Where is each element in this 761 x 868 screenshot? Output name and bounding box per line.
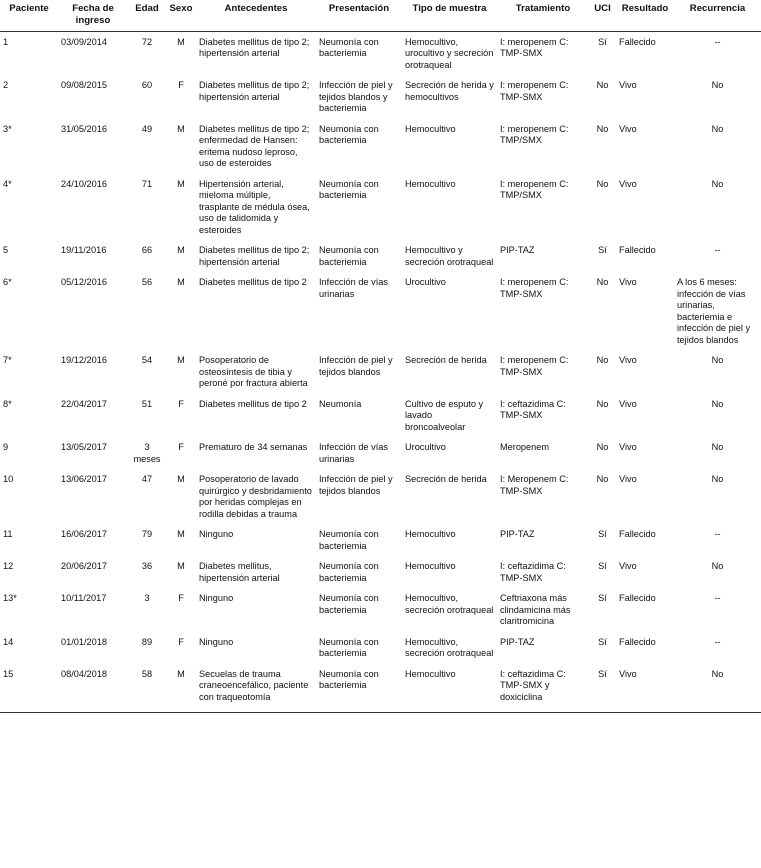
cell-paciente: 1 bbox=[3, 36, 9, 47]
cell-muestra: Hemocultivo, urocultivo y secreción orotraqueal bbox=[405, 36, 494, 70]
cell-antecedentes: Ninguno bbox=[199, 529, 234, 540]
cell-fecha: 24/10/2016 bbox=[61, 178, 107, 189]
table-row bbox=[0, 593, 761, 637]
cell-muestra: Cultivo de esputo y lavado broncoalveolar bbox=[405, 398, 484, 432]
header-edad: Edad bbox=[135, 3, 159, 14]
cell-tratamiento: PIP-TAZ bbox=[500, 245, 535, 256]
cell-fecha: 03/09/2014 bbox=[61, 36, 107, 47]
cell-recurrencia: No bbox=[711, 355, 724, 366]
cell-sexo: M bbox=[177, 178, 185, 189]
cell-uci: No bbox=[596, 442, 609, 453]
cell-recurrencia: -- bbox=[714, 529, 721, 540]
cell-paciente: 10 bbox=[3, 474, 14, 485]
cell-antecedentes: Diabetes mellitus, hipertensión arterial bbox=[199, 561, 280, 583]
table-row bbox=[0, 669, 761, 713]
cell-sexo: M bbox=[177, 123, 185, 134]
cell-presentacion: Neumonía con bacteriemia bbox=[319, 529, 379, 551]
cell-resultado: Vivo bbox=[619, 80, 637, 91]
cell-recurrencia: No bbox=[711, 442, 724, 453]
cell-resultado: Fallecido bbox=[619, 593, 656, 604]
cell-paciente: 12 bbox=[3, 561, 14, 572]
cell-recurrencia: No bbox=[711, 123, 724, 134]
table-row bbox=[0, 637, 761, 669]
header-tratamiento: Tratamiento bbox=[515, 3, 571, 14]
cell-tratamiento: I: meropenem C: TMP-SMX bbox=[500, 277, 569, 299]
header-fecha: Fecha de ingreso bbox=[72, 3, 114, 26]
cell-paciente: 8* bbox=[3, 398, 12, 409]
cell-edad: 56 bbox=[141, 277, 153, 288]
cell-antecedentes: Diabetes mellitus de tipo 2; hipertensión arterial bbox=[199, 245, 310, 267]
cell-tratamiento: PIP-TAZ bbox=[500, 529, 535, 540]
cell-presentacion: Infección de vías urinarias bbox=[319, 442, 388, 464]
cell-uci: No bbox=[596, 80, 609, 91]
cell-resultado: Vivo bbox=[619, 561, 637, 572]
cell-sexo: F bbox=[178, 593, 184, 604]
table-row bbox=[0, 561, 761, 593]
cell-edad: 47 bbox=[141, 474, 153, 485]
cell-tratamiento: I: meropenem C: TMP-SMX bbox=[500, 80, 569, 102]
cell-edad: 49 bbox=[141, 123, 153, 134]
header-sexo: Sexo bbox=[169, 3, 193, 14]
cell-fecha: 16/06/2017 bbox=[61, 529, 107, 540]
cell-paciente: 3* bbox=[3, 123, 12, 134]
cell-resultado: Vivo bbox=[619, 277, 637, 288]
cell-uci: No bbox=[596, 398, 609, 409]
cell-muestra: Secreción de herida bbox=[405, 355, 487, 366]
table-row bbox=[0, 124, 761, 179]
cell-tratamiento: I: ceftazidima C: TMP-SMX bbox=[500, 398, 566, 421]
cell-antecedentes: Hipertensión arterial, mieloma múltiple, trasplante de médula ósea, uso de talidomida y esteroides bbox=[199, 178, 310, 235]
cell-muestra: Secreción de herida bbox=[405, 474, 487, 485]
cell-resultado: Vivo bbox=[619, 123, 637, 134]
cell-edad: 79 bbox=[141, 529, 153, 540]
cell-antecedentes: Prematuro de 34 semanas bbox=[199, 442, 308, 453]
cell-uci: Sí bbox=[598, 636, 607, 647]
cell-edad: 60 bbox=[141, 80, 153, 91]
cell-uci: Sí bbox=[598, 245, 607, 256]
cell-fecha: 20/06/2017 bbox=[61, 561, 107, 572]
cell-presentacion: Neumonía con bacteriemia bbox=[319, 178, 379, 201]
cell-sexo: M bbox=[177, 561, 185, 572]
cell-recurrencia: No bbox=[711, 561, 724, 572]
cell-fecha: 31/05/2016 bbox=[61, 123, 107, 134]
cell-recurrencia: No bbox=[711, 668, 724, 679]
cell-muestra: Secreción de herida y hemocultivos bbox=[405, 80, 494, 102]
cell-antecedentes: Diabetes mellitus de tipo 2; hipertensión arterial bbox=[199, 80, 310, 102]
cell-uci: No bbox=[596, 277, 609, 288]
header-recurrencia: Recurrencia bbox=[689, 3, 746, 14]
cell-paciente: 5 bbox=[3, 245, 9, 256]
cell-tratamiento: I: meropenem C: TMP/SMX bbox=[500, 178, 569, 201]
cell-fecha: 09/08/2015 bbox=[61, 80, 107, 91]
table-row bbox=[0, 179, 761, 246]
cell-paciente: 14 bbox=[3, 636, 14, 647]
cell-tratamiento: I: meropenem C: TMP-SMX bbox=[500, 355, 569, 377]
cell-presentacion: Neumonía con bacteriemia bbox=[319, 561, 379, 583]
cell-fecha: 22/04/2017 bbox=[61, 398, 107, 409]
header-uci: UCI bbox=[594, 3, 611, 14]
cell-resultado: Vivo bbox=[619, 668, 637, 679]
cell-fecha: 19/11/2016 bbox=[61, 245, 107, 256]
cell-presentacion: Neumonía bbox=[319, 398, 362, 409]
cell-fecha: 01/01/2018 bbox=[61, 636, 107, 647]
cell-uci: No bbox=[596, 474, 609, 485]
cell-edad: 51 bbox=[141, 398, 153, 409]
cell-tratamiento: I: Meropenem C: TMP-SMX bbox=[500, 474, 569, 496]
cell-muestra: Hemocultivo, secreción orotraqueal bbox=[405, 636, 494, 659]
cell-fecha: 13/06/2017 bbox=[61, 474, 107, 485]
cell-antecedentes: Posoperatorio de osteosíntesis de tibia y peroné por fractura abierta bbox=[199, 355, 308, 389]
cell-resultado: Fallecido bbox=[619, 529, 656, 540]
cell-edad: 54 bbox=[141, 355, 153, 366]
cell-muestra: Hemocultivo bbox=[405, 668, 456, 679]
header-paciente: Paciente bbox=[9, 3, 49, 14]
table-row bbox=[0, 529, 761, 561]
cell-resultado: Vivo bbox=[619, 474, 637, 485]
cell-tratamiento: PIP-TAZ bbox=[500, 636, 535, 647]
table-row bbox=[0, 355, 761, 399]
cell-recurrencia: No bbox=[711, 474, 724, 485]
cell-fecha: 19/12/2016 bbox=[61, 355, 107, 366]
cell-fecha: 10/11/2017 bbox=[61, 593, 107, 604]
cell-paciente: 15 bbox=[3, 668, 14, 679]
cell-fecha: 08/04/2018 bbox=[61, 668, 107, 679]
cell-presentacion: Infección de piel y tejidos blandos y bacteriemia bbox=[319, 80, 393, 114]
table-row bbox=[0, 80, 761, 124]
cell-sexo: M bbox=[177, 36, 185, 47]
cell-resultado: Vivo bbox=[619, 355, 637, 366]
cell-resultado: Fallecido bbox=[619, 36, 656, 47]
cell-uci: Sí bbox=[598, 561, 607, 572]
cell-uci: No bbox=[596, 355, 609, 366]
cell-sexo: M bbox=[177, 245, 185, 256]
cell-fecha: 13/05/2017 bbox=[61, 442, 107, 453]
cell-paciente: 11 bbox=[3, 529, 13, 540]
cell-edad: 3 bbox=[144, 593, 150, 604]
cell-sexo: F bbox=[178, 398, 184, 409]
cell-antecedentes: Diabetes mellitus de tipo 2 bbox=[199, 398, 307, 409]
table-row bbox=[0, 442, 761, 474]
cell-paciente: 2 bbox=[3, 80, 9, 91]
header-row bbox=[0, 0, 761, 31]
cell-recurrencia: -- bbox=[714, 636, 721, 647]
cell-antecedentes: Diabetes mellitus de tipo 2 bbox=[199, 277, 307, 288]
cell-paciente: 13* bbox=[3, 593, 17, 604]
cell-presentacion: Infección de vías urinarias bbox=[319, 277, 388, 299]
cell-resultado: Vivo bbox=[619, 442, 637, 453]
cell-recurrencia: No bbox=[711, 178, 724, 189]
cell-tratamiento: Meropenem bbox=[500, 442, 550, 453]
cell-tratamiento: I: ceftazidima C: TMP-SMX bbox=[500, 561, 566, 583]
cell-uci: Sí bbox=[598, 529, 607, 540]
cell-tratamiento: I: meropenem C: TMP/SMX bbox=[500, 123, 569, 146]
cell-sexo: M bbox=[177, 277, 185, 288]
cell-resultado: Vivo bbox=[619, 398, 637, 409]
cell-uci: No bbox=[596, 178, 609, 189]
cell-recurrencia: -- bbox=[714, 593, 721, 604]
cell-antecedentes: Ninguno bbox=[199, 636, 234, 647]
cell-uci: Sí bbox=[598, 36, 607, 47]
cell-muestra: Hemocultivo, secreción orotraqueal bbox=[405, 593, 494, 615]
cell-presentacion: Neumonía con bacteriemia bbox=[319, 123, 379, 146]
cell-recurrencia: No bbox=[711, 80, 724, 91]
cell-sexo: M bbox=[177, 474, 185, 485]
cell-resultado: Vivo bbox=[619, 178, 637, 189]
table-row bbox=[0, 277, 761, 355]
table-row bbox=[0, 399, 761, 443]
cell-sexo: F bbox=[178, 442, 184, 453]
cell-sexo: M bbox=[177, 529, 185, 540]
cell-edad: 58 bbox=[141, 668, 153, 679]
table-row bbox=[0, 31, 761, 80]
cell-edad: 72 bbox=[141, 36, 153, 47]
cell-paciente: 7* bbox=[3, 355, 12, 366]
cell-sexo: M bbox=[177, 668, 185, 679]
cell-fecha: 05/12/2016 bbox=[61, 277, 107, 288]
cell-muestra: Hemocultivo bbox=[405, 529, 456, 540]
cell-tratamiento: Ceftriaxona más clindamicina más claritromicina bbox=[500, 593, 571, 627]
cell-muestra: Hemocultivo bbox=[405, 123, 456, 134]
cell-muestra: Hemocultivo bbox=[405, 561, 456, 572]
cell-presentacion: Neumonía con bacteriemia bbox=[319, 636, 379, 659]
cell-uci: Sí bbox=[598, 593, 607, 604]
cell-resultado: Fallecido bbox=[619, 245, 656, 256]
cell-presentacion: Neumonía con bacteriemia bbox=[319, 36, 379, 59]
cell-muestra: Hemocultivo y secreción orotraqueal bbox=[405, 245, 494, 267]
cell-recurrencia: A los 6 meses: infección de vías urinarias, bacteriemia e infección de piel y tejidos blandos bbox=[677, 277, 751, 345]
cell-muestra: Urocultivo bbox=[405, 277, 446, 288]
cell-paciente: 4* bbox=[3, 178, 12, 189]
cell-antecedentes: Diabetes mellitus de tipo 2; hipertensión arterial bbox=[199, 36, 310, 59]
table-body bbox=[0, 31, 761, 713]
cell-edad: 89 bbox=[141, 636, 153, 647]
cell-presentacion: Infección de piel y tejidos blandos bbox=[319, 355, 393, 377]
cell-paciente: 9 bbox=[3, 442, 9, 453]
cell-muestra: Urocultivo bbox=[405, 442, 446, 453]
cell-resultado: Fallecido bbox=[619, 636, 656, 647]
cell-antecedentes: Diabetes mellitus de tipo 2; enfermedad de Hansen: eritema nudoso leproso, uso de esteroides bbox=[199, 123, 310, 169]
cell-antecedentes: Posoperatorio de lavado quirúrgico y desbridamiento por heridas complejas en rodilla debidas a trauma bbox=[199, 474, 312, 519]
table-row bbox=[0, 474, 761, 529]
table-row bbox=[0, 245, 761, 277]
cell-recurrencia: No bbox=[711, 398, 724, 409]
cell-uci: No bbox=[596, 123, 609, 134]
cell-presentacion: Infección de piel y tejidos blandos bbox=[319, 474, 393, 496]
header-antecedentes: Antecedentes bbox=[224, 3, 288, 14]
cell-muestra: Hemocultivo bbox=[405, 178, 456, 189]
cell-recurrencia: -- bbox=[714, 245, 721, 256]
cell-sexo: F bbox=[178, 636, 184, 647]
cell-tratamiento: I: meropenem C: TMP-SMX bbox=[500, 36, 569, 59]
cell-edad: 71 bbox=[141, 178, 153, 189]
cell-edad: 3 meses bbox=[133, 442, 161, 464]
cell-uci: Sí bbox=[598, 668, 607, 679]
header-resultado: Resultado bbox=[621, 3, 669, 14]
cell-presentacion: Neumonía con bacteriemia bbox=[319, 593, 379, 615]
cell-presentacion: Neumonía con bacteriemia bbox=[319, 668, 379, 691]
cell-antecedentes: Ninguno bbox=[199, 593, 234, 604]
header-presentacion: Presentación bbox=[328, 3, 390, 14]
cell-sexo: F bbox=[178, 80, 184, 91]
cell-presentacion: Neumonía con bacteriemia bbox=[319, 245, 379, 267]
cell-antecedentes: Secuelas de trauma craneoencefálico, paciente con traqueotomía bbox=[199, 668, 309, 702]
header-muestra: Tipo de muestra bbox=[412, 3, 487, 14]
cell-edad: 66 bbox=[141, 245, 153, 256]
cell-edad: 36 bbox=[141, 561, 153, 572]
cell-paciente: 6* bbox=[3, 277, 12, 288]
cell-recurrencia: -- bbox=[714, 36, 721, 47]
cell-tratamiento: I: ceftazidima C: TMP-SMX y doxiciclina bbox=[500, 668, 566, 702]
cell-sexo: M bbox=[177, 355, 185, 366]
